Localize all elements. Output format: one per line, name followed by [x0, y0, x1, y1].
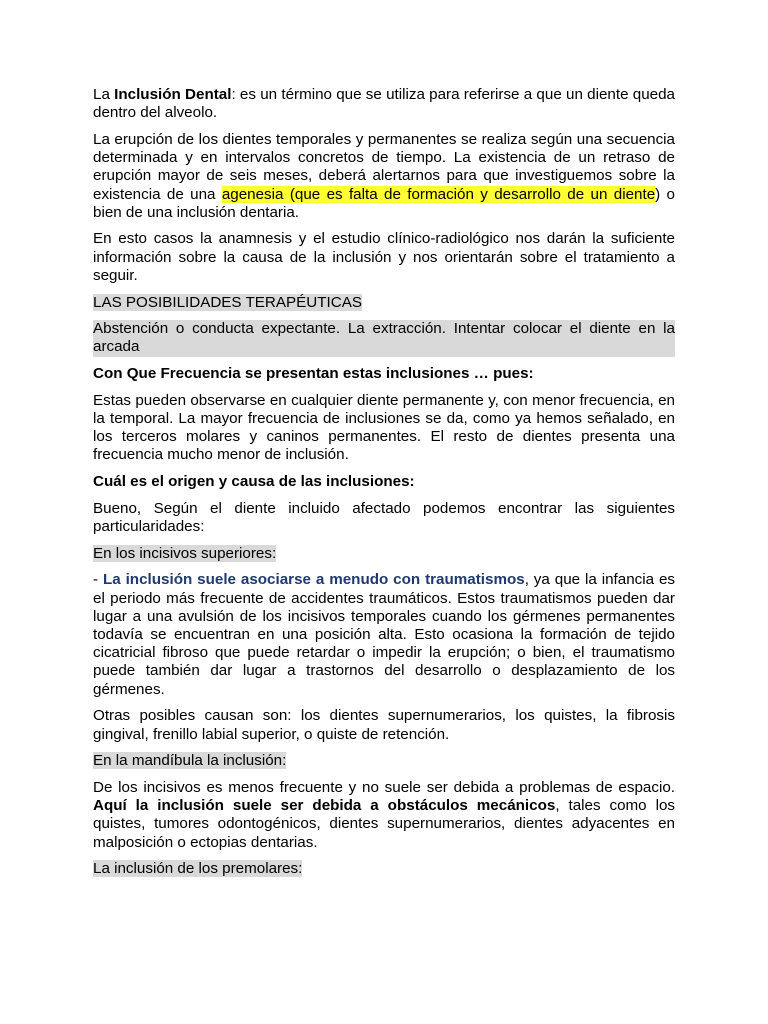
other-causes-paragraph: Otras posibles causan son: los dientes supernumerarios, los quistes, la fibrosis gingival, frenillo labial superior, o quiste de retención.	[93, 707, 675, 743]
agenesia-highlight: agenesia (que es falta de formación y desarrollo de un diente	[221, 185, 656, 203]
upper-incisors-heading: En los incisivos superiores:	[93, 544, 277, 562]
frequency-paragraph: Estas pueden observarse en cualquier diente permanente y, con menor frecuencia, en la temporal. La mayor frecuencia de inclusiones se da, como ya hemos señalado, en los terceros molares y caninos permanentes. El resto de dientes presenta una frecuencia mucho menor de inclusión.	[93, 391, 675, 464]
therapeutic-options-paragraph: Abstención o conducta expectante. La extracción. Intentar colocar el diente en la arcada	[93, 320, 675, 356]
anamnesis-paragraph: En esto casos la anamnesis y el estudio clínico-radiológico nos darán la suficiente información sobre la causa de la inclusión y nos orientarán sobre el tratamiento a seguir.	[93, 230, 675, 284]
mandible-paragraph: De los incisivos es menos frecuente y no suele ser debida a problemas de espacio. Aquí la inclusión suele ser debida a obstáculos mecánicos, tales como los quistes, tumores odontogénicos, dientes supernumerarios, dientes adyacentes en malposición o ectopias dentarias.	[93, 779, 675, 851]
premolars-heading: La inclusión de los premolares:	[93, 860, 303, 878]
definition-paragraph: La Inclusión Dental: es un término que se utiliza para referirse a que un diente queda dentro del alveolo.	[93, 86, 676, 122]
trauma-paragraph: - La inclusión suele asociarse a menudo con traumatismos, ya que la infancia es el periodo más frecuente de accidentes traumáticos. Estos traumatismos pueden dar lugar a una avulsión de los incisivos temporales cuando los gérmenes permanentes todavía se encuentran en una posición alta. Esto ocasiona la formación de tejido cicatricial fibroso que puede retardar o impedir la erupción; o bien, el traumatismo puede también dar lugar a trastornos del desarrollo o desplazamiento de los gérmenes.	[93, 571, 675, 698]
frequency-heading: Con Que Frecuencia se presentan estas inclusiones … pues:	[93, 365, 534, 383]
origin-paragraph: Bueno, Según el diente incluido afectado podemos encontrar las siguientes particularidades:	[93, 499, 675, 536]
term-inclusion-dental: Inclusión Dental	[114, 86, 232, 103]
therapeutic-heading: LAS POSIBILIDADES TERAPÉUTICAS	[93, 293, 362, 311]
trauma-emphasis: La inclusión suele asociarse a menudo con traumatismos	[102, 571, 525, 589]
mandible-heading: En la mandíbula la inclusión:	[93, 752, 287, 770]
document-page	[93, 86, 675, 887]
mandible-emphasis: Aquí la inclusión suele ser debida a obstáculos mecánicos	[93, 797, 556, 815]
eruption-paragraph: La erupción de los dientes temporales y permanentes se realiza según una secuencia determinada y en intervalos concretos de tiempo. La existencia de un retraso de erupción mayor de seis meses, deberá alertarnos para que investiguemos sobre la existencia de una agenesia (que es falta de formación y desarrollo de un diente) o bien de una inclusión dentaria.	[93, 130, 675, 221]
origin-heading: Cuál es el origen y causa de las inclusiones:	[93, 473, 415, 491]
